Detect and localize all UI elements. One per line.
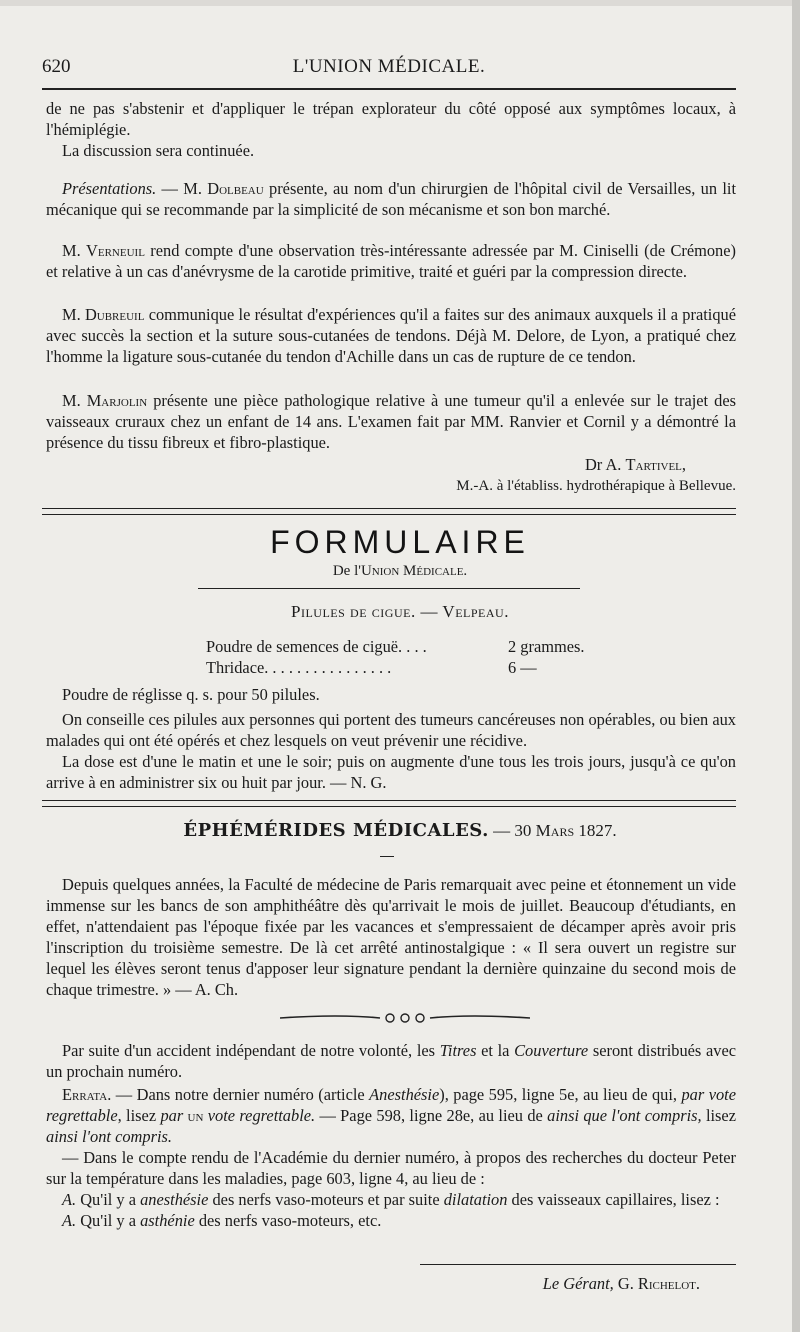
notice-paragraph: Par suite d'un accident indépendant de notre volonté, les Titres et la Couverture seront distribués avec un prochain numéro. (46, 1041, 736, 1081)
presentations-label: Présentations. (62, 179, 157, 198)
presentations-section (46, 178, 736, 220)
ingredient-row (206, 657, 626, 678)
errata-paragraph-1: Errata. — Dans notre dernier numéro (article Anesthésie), page 595, ligne 5e, au lieu de qui, par vote regrettable, lisez par un vote regrettable. — Page 598, ligne 28e, au lieu de ainsi que l'ont compris, lisez ainsi l'ont compris. (46, 1085, 736, 1146)
section-divider (42, 800, 736, 807)
usage-paragraph: On conseille ces pilules aux personnes qui portent des tumeurs cancéreuses non opérables, ou bien aux malades qui ont été opérés et chez lesquels on veut prévenir une récidive. (46, 710, 736, 750)
formulaire-body (46, 684, 736, 793)
dose-paragraph: La dose est d'une le matin et une le soir; puis on augmente d'une tous les trois jours, jusqu'à ce qu'on arrive à en administrer six ou huit par jour. — N. G. (46, 752, 736, 792)
ingredient-qty: 2 grammes. (508, 637, 585, 656)
dubreuil-section (46, 304, 736, 367)
errata-paragraph-3: A. Qu'il y a anesthésie des nerfs vaso-moteurs et par suite dilatation des vaisseaux capillaires, lisez : (62, 1190, 720, 1209)
gerant-signature: Le Gérant, G. Richelot. (542, 1274, 700, 1293)
presentation-marjolin: M. Marjolin présente une pièce pathologique relative à une tumeur qu'il a enlevée sur le trajet des vaisseaux cruraux chez un enfant de 14 ans. L'examen fait par MM. Ranvier et Cornil y a démontré la présence du tissu fibreux et fibro-plastique. (46, 391, 736, 452)
presentation-dolbeau: Présentations. — M. Dolbeau présente, au nom d'un chirurgien de l'hôpital civil de Versailles, un lit mécanique qui se recommande par la simplicité de son mécanisme et son bon marché. (46, 179, 737, 219)
formulaire-rule (198, 588, 580, 589)
ephemerides-paragraph: Depuis quelques années, la Faculté de médecine de Paris remarquait avec peine et étonnement un vide immense sur les bancs de son amphithéâtre dès qu'arrivait le mois de juillet. Beaucoup d'étudiants, en effet, n'attendaient pas l'époque fixée par les vacances et s'empressaient de décamper après avoir pris l'inscription du troisième semestre. De là cet arrêté antinostalgique : « Il sera ouvert un registre sur lequel les élèves seront tenus d'apposer leur signature pendant la dernière quinzaine du second mois de chaque trimestre. » — A. Ch. (46, 875, 736, 999)
recipe-title: Pilules de cigue. — Velpeau. (291, 602, 509, 621)
ingredient-row (206, 636, 626, 657)
author-marjolin: Marjolin (86, 391, 148, 410)
signature-affiliation: M.-A. à l'établiss. hydrothérapique à Bellevue. (456, 478, 736, 494)
marjolin-section (46, 390, 736, 453)
author-dolbeau: Dolbeau (207, 179, 264, 198)
header-rule (42, 88, 736, 90)
discussion-paragraph-1: de ne pas s'abstenir et d'appliquer le trépan explorateur du côté opposé aux symptômes locaux, à l'hémiplégie. (46, 99, 736, 139)
signature-name-line: Dr A. Tartivel, (584, 455, 686, 474)
page-header (42, 52, 736, 82)
errata-paragraph-4: A. Qu'il y a asthénie des nerfs vaso-moteurs, etc. (62, 1211, 382, 1230)
author-dubreuil: Dubreuil (84, 305, 145, 324)
errata-paragraph-2: — Dans le compte rendu de l'Académie du dernier numéro, à propos des recherches du docteur Peter sur la température dans les maladies, page 603, ligne 4, au lieu de : (46, 1148, 736, 1188)
running-title: L'UNION MÉDICALE. (292, 56, 486, 77)
verneuil-section (46, 240, 736, 282)
title-dash (380, 856, 394, 857)
discussion-section (46, 98, 736, 161)
recipe-ingredients (206, 636, 626, 678)
ingredient-qty: 6 — (508, 658, 537, 677)
author-verneuil: Verneuil (86, 241, 145, 260)
discussion-paragraph-2: La discussion sera continuée. (62, 141, 255, 160)
footer-rule (420, 1264, 736, 1265)
signature-name: Tartivel, (625, 455, 686, 474)
ingredient-name: Poudre de semences de ciguë. . . . (206, 637, 427, 656)
errata-section (46, 1084, 736, 1231)
ephemerides-body (46, 874, 736, 1000)
page-number: 620 (42, 56, 71, 77)
presentation-dubreuil: M. Dubreuil communique le résultat d'expériences qu'il a faites sur des animaux auxquels il a pratiqué avec succès la section et la suture sous-cutanées de tendons. Déjà M. Delore, de Lyon, a pratiqué chez l'homme la ligature sous-cutanée du tendon d'Achille dans un cas de rupture de ce tendon. (46, 305, 736, 366)
ephemerides-title: ÉPHÉMÉRIDES MÉDICALES. — 30 Mars 1827. (183, 820, 617, 841)
section-divider (42, 508, 736, 515)
ornament-divider (280, 1012, 530, 1024)
paper-edge-top (0, 0, 800, 6)
ingredient-name: Thridace. . . . . . . . . . . . . . . . (206, 658, 392, 677)
paper-edge-right (792, 0, 800, 1332)
formulaire-subtitle: De l'Union Médicale. (332, 563, 468, 579)
notice-section (46, 1040, 736, 1082)
presentation-verneuil: M. Verneuil rend compte d'une observation très-intéressante adressée par M. Ciniselli (de Crémone) et relative à un cas d'anévrysme de la carotide primitive, traité et guéri par la compression directe. (46, 241, 736, 281)
errata-label: Errata. (62, 1085, 112, 1104)
excipient-line: Poudre de réglisse q. s. pour 50 pilules. (62, 685, 320, 704)
formulaire-title: FORMULAIRE (270, 524, 530, 560)
